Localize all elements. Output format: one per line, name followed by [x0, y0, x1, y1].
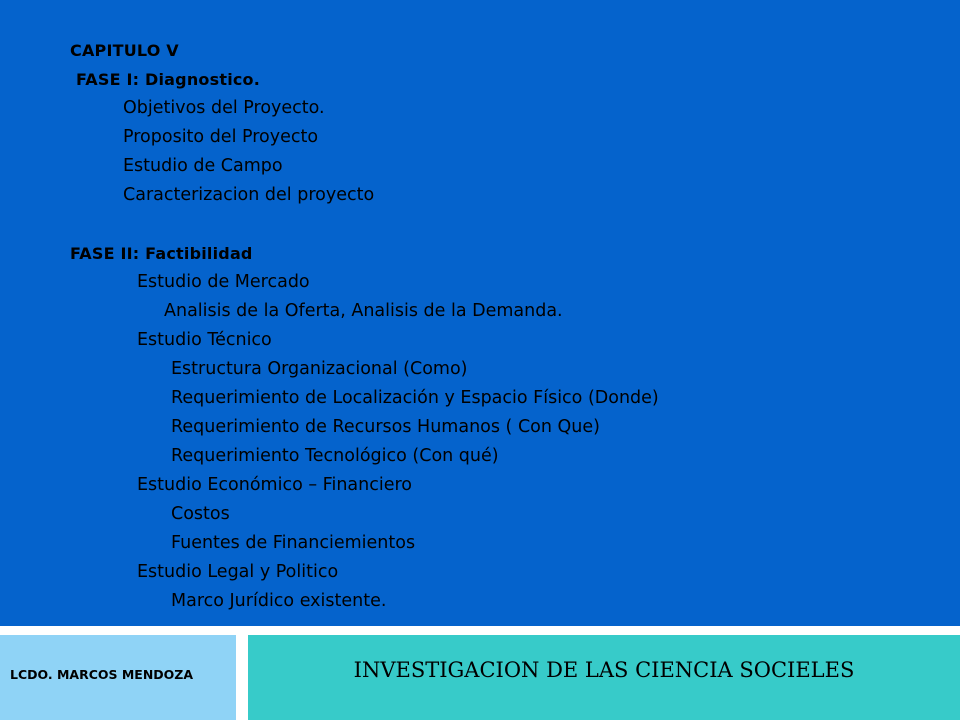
footer-author: LCDO. MARCOS MENDOZA [10, 667, 194, 682]
footer-author-box [0, 635, 236, 720]
outline-subitem: Requerimiento Tecnológico (Con qué) [171, 446, 499, 466]
study-title: Estudio Económico – Financiero [137, 475, 412, 495]
outline-subitem: Marco Jurídico existente. [171, 591, 387, 611]
study-title: Estudio Técnico [137, 330, 272, 350]
outline-subitem: Fuentes de Financiemientos [171, 533, 416, 553]
chapter-title: CAPITULO V [70, 41, 179, 60]
footer-course-box [248, 635, 960, 720]
outline-item: Objetivos del Proyecto. [123, 98, 325, 118]
outline-subitem: Requerimiento de Localización y Espacio Físico (Donde) [171, 388, 659, 408]
outline-item: Proposito del Proyecto [123, 127, 319, 147]
phase-2-title: FASE II: Factibilidad [70, 244, 253, 263]
phase-1-title: FASE I: Diagnostico. [76, 70, 261, 89]
outline-subitem: Costos [171, 504, 230, 524]
outline-subitem: Estructura Organizacional (Como) [171, 359, 468, 379]
footer-course-title: INVESTIGACION DE LAS CIENCIA SOCIELES [353, 658, 855, 682]
study-title: Estudio Legal y Politico [137, 562, 339, 582]
outline-item: Caracterizacion del proyecto [123, 185, 375, 205]
outline-subitem: Requerimiento de Recursos Humanos ( Con Que) [171, 417, 600, 437]
outline [0, 36, 960, 616]
outline-item: Estudio de Campo [123, 156, 283, 176]
study-title: Estudio de Mercado [137, 272, 310, 292]
outline-subitem: Analisis de la Oferta, Analisis de la Demanda. [164, 301, 563, 321]
